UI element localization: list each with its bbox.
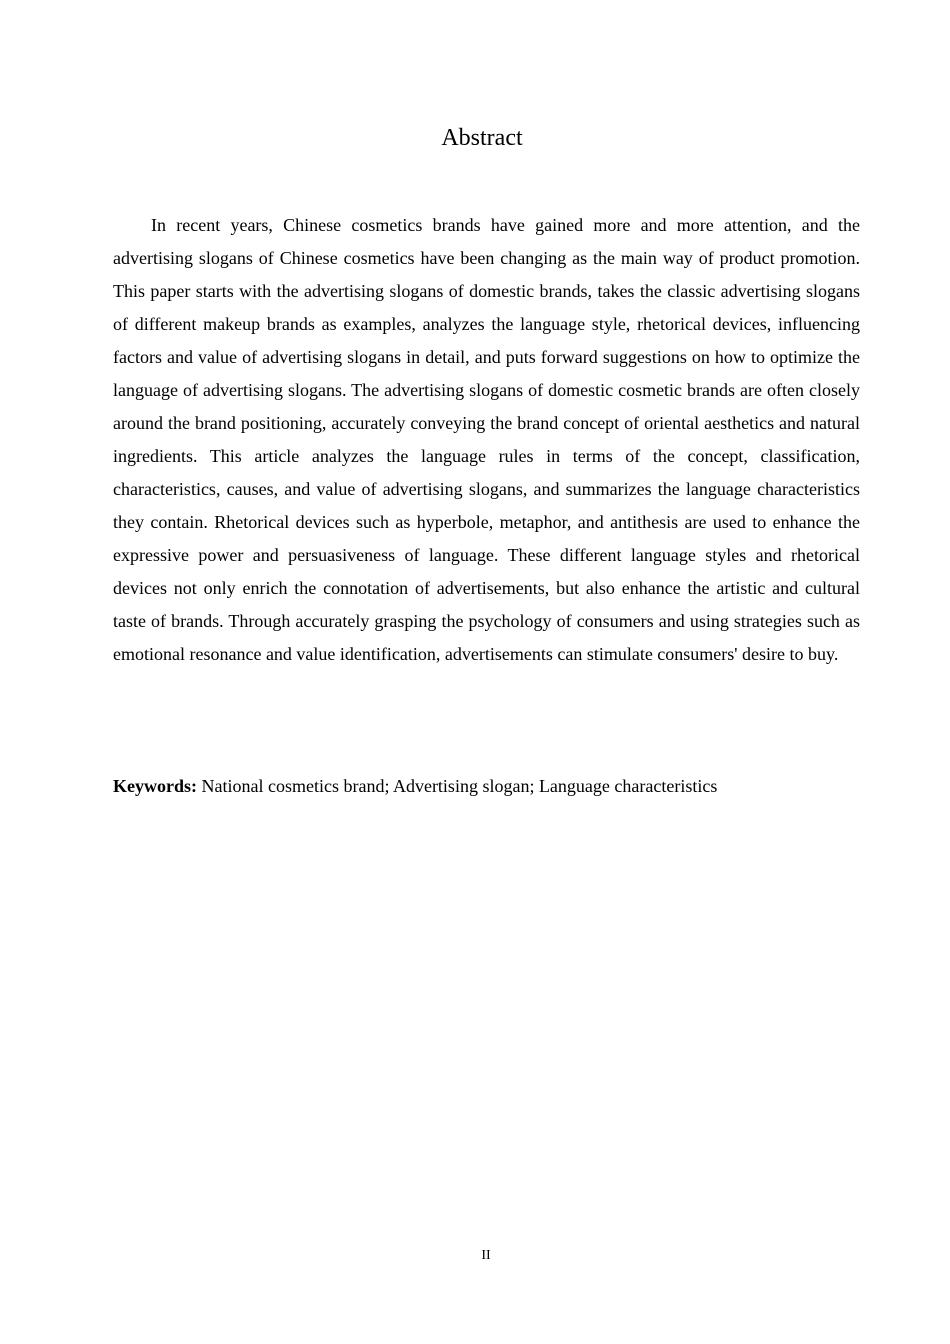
keywords-text: National cosmetics brand; Advertising slogan; Language characteristics bbox=[197, 776, 718, 796]
abstract-body: In recent years, Chinese cosmetics brands have gained more and more attention, and the advertising slogans of Chinese cosmetics have been changing as the main way of product promotion. This paper starts with the advertising slogans of domestic brands, takes the classic advertising slogans of different makeup brands as examples, analyzes the language style, rhetorical devices, influencing factors and value of advertising slogans in detail, and puts forward suggestions on how to optimize the language of advertising slogans. The advertising slogans of domestic cosmetic brands are often closely around the brand positioning, accurately conveying the brand concept of oriental aesthetics and natural ingredients. This article analyzes the language rules in terms of the concept, classification, characteristics, causes, and value of advertising slogans, and summarizes the language characteristics they contain. Rhetorical devices such as hyperbole, metaphor, and antithesis are used to enhance the expressive power and persuasiveness of language. These different language styles and rhetorical devices not only enrich the connotation of advertisements, but also enhance the artistic and cultural taste of brands. Through accurately grasping the psychology of consumers and using strategies such as emotional resonance and value identification, advertisements can stimulate consumers' desire to buy. bbox=[113, 215, 860, 664]
page-title: Abstract bbox=[441, 125, 523, 151]
keywords-label: Keywords: bbox=[113, 776, 197, 796]
keywords-line bbox=[113, 770, 860, 803]
page-number: II bbox=[481, 1248, 491, 1263]
